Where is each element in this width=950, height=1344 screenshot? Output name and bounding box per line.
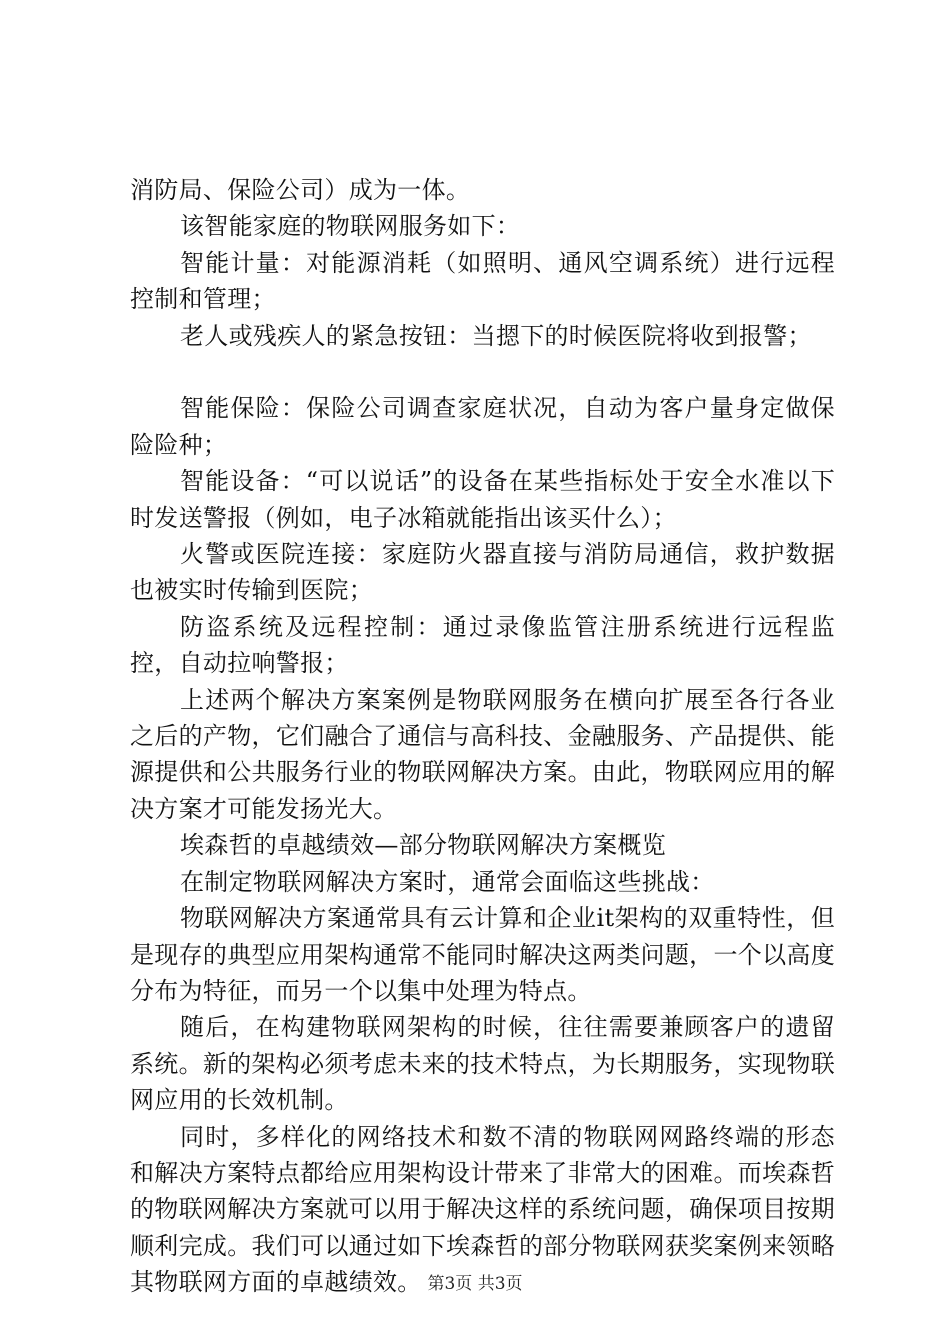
section-heading: 埃森哲的卓越绩效—部分物联网解决方案概览 xyxy=(180,831,666,860)
paragraph: 该智能家庭的物联网服务如下： xyxy=(180,212,521,241)
paragraph: 消防局、保险公司）成为一体。 xyxy=(130,176,471,204)
document-body xyxy=(130,172,835,1301)
page-footer xyxy=(0,1273,950,1295)
paragraph: 智能设备：“可以说话”的设备在某些指标处于安全水准以下时发送警报（例如，电子冰箱就能指出该买什么）； xyxy=(130,467,835,532)
blank-line xyxy=(130,354,835,390)
paragraph: 智能保险：保险公司调查家庭状况，自动为客户量身定做保险险种； xyxy=(130,394,835,459)
paragraph: 随后，在构建物联网架构的时候，往往需要兼顾客户的遗留系统。新的架构必须考虑未来的技术特点，为长期服务，实现物联网应用的长效机制。 xyxy=(130,1013,835,1115)
paragraph: 上述两个解决方案案例是物联网服务在横向扩展至各行各业之后的产物，它们融合了通信与高科技、金融服务、产品提供、能源提供和公共服务行业的物联网解决方案。由此，物联网应用的解决方案才可能发扬光大。 xyxy=(130,685,835,823)
paragraph: 物联网解决方案通常具有云计算和企业it架构的双重特性，但是现存的典型应用架构通常不能同时解决这两类问题，一个以高度分布为特征，而另一个以集中处理为特点。 xyxy=(130,904,835,1005)
paragraph: 智能计量：对能源消耗（如照明、通风空调系统）进行远程控制和管理； xyxy=(130,248,835,314)
paragraph: 火警或医院连接：家庭防火器直接与消防局通信，救护数据也被实时传输到医院； xyxy=(130,540,835,605)
paragraph: 老人或残疾人的紧急按钮：当摁下的时候医院将收到报警； xyxy=(180,321,812,350)
paragraph: 在制定物联网解决方案时，通常会面临这些挑战： xyxy=(180,867,715,896)
paragraph: 防盗系统及远程控制：通过录像监管注册系统进行远程监控，自动拉响警报； xyxy=(130,612,835,678)
page-number-label: 第3页 共3页 xyxy=(427,1274,523,1294)
paragraph: 同时，多样化的网络技术和数不清的物联网网路终端的形态和解决方案特点都给应用架构设计带来了非常大的困难。而埃森哲的物联网解决方案就可以用于解决这样的系统问题，确保项目按期顺利完成。我们可以通过如下埃森哲的部分物联网获奖案例来领略其物联网方面的卓越绩效。 xyxy=(130,1122,835,1297)
